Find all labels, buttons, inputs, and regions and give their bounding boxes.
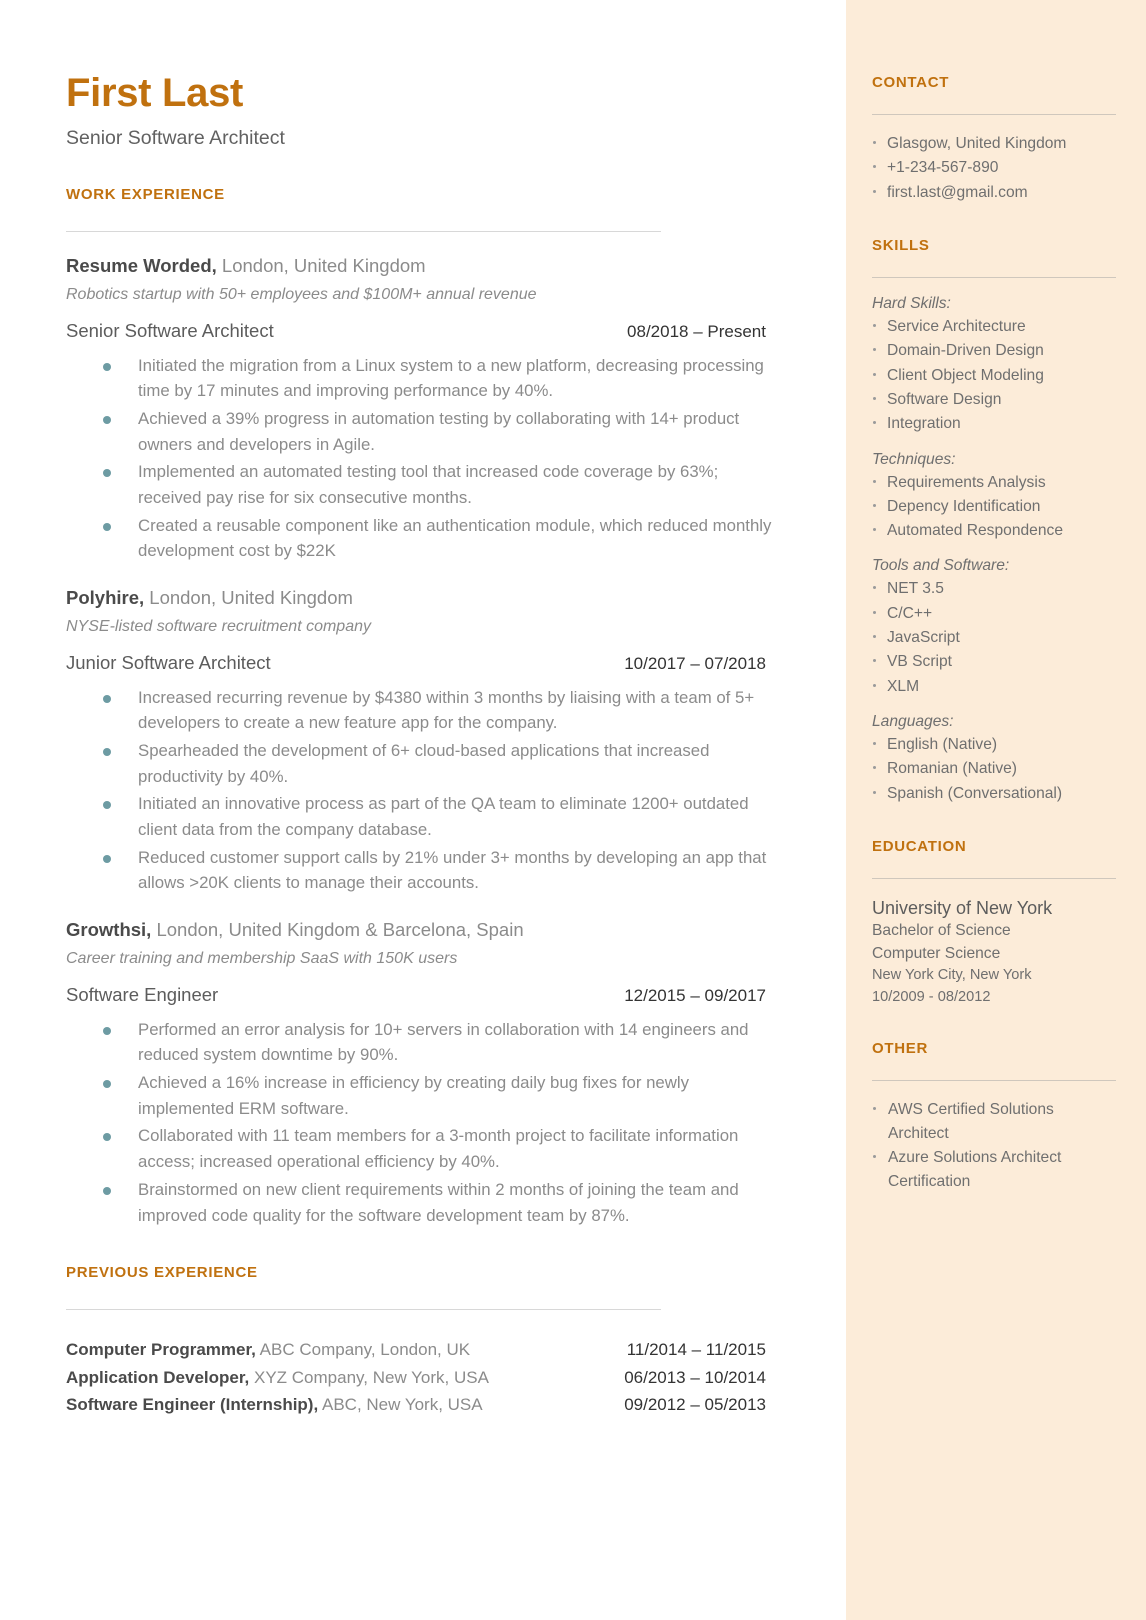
skills-list	[872, 295, 1116, 806]
job-title-row	[66, 320, 766, 342]
skill-item	[872, 675, 1116, 699]
skill-item	[872, 471, 1116, 495]
job-bullet	[66, 845, 788, 896]
bullet-dot-icon	[873, 190, 876, 193]
section-heading-work-experience: WORK EXPERIENCE	[66, 186, 225, 203]
bullet-dot-icon	[873, 1107, 876, 1110]
skill-item	[872, 412, 1116, 436]
bullet-dot-icon	[873, 324, 876, 327]
job-bullet-text: Implemented an automated testing tool that increased code coverage by 63%; received pay rise for six consecutive months.	[138, 462, 719, 507]
skill-item	[872, 315, 1116, 339]
sidebar-divider	[872, 878, 1116, 879]
job-bullet-text: Created a reusable component like an authentication module, which reduced monthly development cost by $22K	[138, 515, 772, 561]
previous-experience-title: Software Engineer (Internship),	[66, 1395, 319, 1415]
bullet-dot-icon	[103, 1080, 111, 1088]
job-bullet-text: Performed an error analysis for 10+ servers in collaboration with 14 engineers and reduced system downtime by 90%.	[138, 1019, 749, 1065]
sidebar-divider	[872, 277, 1116, 278]
section-divider	[66, 1309, 661, 1310]
job-bullet	[66, 1017, 788, 1068]
contact-item	[872, 132, 1116, 156]
previous-experience-detail: ABC, New York, USA	[318, 1395, 483, 1415]
bullet-dot-icon	[873, 1155, 876, 1158]
bullet-dot-icon	[873, 635, 876, 638]
job-bullet-list	[66, 685, 788, 897]
previous-experience-detail: ABC Company, London, UK	[255, 1340, 471, 1360]
skill-item-text: Spanish (Conversational)	[887, 784, 1063, 802]
skill-item-text: Client Object Modeling	[887, 366, 1044, 384]
bullet-dot-icon	[873, 742, 876, 745]
bullet-dot-icon	[103, 523, 111, 531]
sidebar-heading-education: EDUCATION	[872, 837, 967, 855]
skill-item	[872, 782, 1116, 806]
bullet-dot-icon	[873, 766, 876, 769]
bullet-dot-icon	[873, 586, 876, 589]
contact-item	[872, 181, 1116, 205]
skill-item-text: English (Native)	[887, 736, 998, 753]
skill-category-list	[872, 577, 1116, 699]
job-bullet	[66, 1177, 788, 1228]
job-bullet-text: Initiated an innovative process as part of the QA team to eliminate 1200+ outdated client data from the company database.	[138, 794, 749, 840]
education-school: University of New York	[872, 897, 1053, 918]
previous-experience-label	[66, 1364, 489, 1392]
bullet-dot-icon	[103, 855, 111, 863]
other-item	[872, 1146, 1116, 1194]
job-bullet-text: Brainstormed on new client requirements within 2 months of joining the team and improved code quality for the software development team by 87%.	[138, 1179, 739, 1225]
skill-item-text: NET 3.5	[887, 580, 944, 598]
job-bullet-list	[66, 353, 788, 565]
bullet-dot-icon	[873, 141, 876, 144]
job-company-name: Resume Worded,	[66, 255, 217, 276]
job-dates: 10/2017 – 07/2018	[624, 653, 766, 673]
bullet-dot-icon	[873, 684, 876, 687]
job-company-location: London, United Kingdom	[144, 587, 353, 609]
bullet-dot-icon	[103, 363, 111, 371]
job-bullet-text: Reduced customer support calls by 21% under 3+ months by developing an app that allows >20K clients to manage their accounts.	[138, 847, 767, 893]
bullet-dot-icon	[103, 801, 111, 809]
education-dates: 10/2009 - 08/2012	[872, 988, 991, 1005]
previous-experience-dates: 06/2013 – 10/2014	[624, 1367, 766, 1387]
skill-category-label: Languages:	[872, 713, 954, 730]
section-heading-previous-experience: PREVIOUS EXPERIENCE	[66, 1264, 258, 1282]
education-location: New York City, New York	[872, 967, 1032, 984]
skill-category-list	[872, 315, 1116, 437]
bullet-dot-icon	[873, 373, 876, 376]
job-dates: 08/2018 – Present	[627, 321, 766, 341]
bullet-dot-icon	[873, 348, 876, 351]
education-degree: Bachelor of Science	[872, 922, 1011, 940]
job-company-description: NYSE-listed software recruitment company	[66, 618, 371, 636]
previous-experience-row	[66, 1391, 766, 1419]
skill-item-text: Domain-Driven Design	[887, 342, 1044, 360]
previous-experience-list	[66, 1336, 788, 1419]
job-company-location: London, United Kingdom & Barcelona, Spain	[151, 919, 524, 941]
bullet-dot-icon	[103, 469, 111, 477]
skill-category-label: Tools and Software:	[872, 557, 1010, 575]
skill-item-text: XLM	[887, 677, 920, 695]
bullet-dot-icon	[873, 480, 876, 483]
sidebar-heading-contact: CONTACT	[872, 74, 950, 91]
job-title-row	[66, 652, 766, 674]
bullet-dot-icon	[103, 416, 111, 424]
previous-experience-title: Computer Programmer,	[66, 1340, 256, 1360]
candidate-name: First Last	[66, 71, 244, 115]
skill-item-text: JavaScript	[887, 629, 960, 647]
previous-experience-dates: 11/2014 – 11/2015	[626, 1340, 766, 1360]
skill-item-text: Romanian (Native)	[887, 760, 1017, 778]
skill-item	[872, 626, 1116, 650]
skill-item-text: VB Script	[887, 653, 952, 671]
previous-experience-row	[66, 1336, 766, 1364]
other-list	[872, 1098, 1116, 1195]
job-entry	[66, 586, 788, 896]
candidate-headline: Senior Software Architect	[66, 127, 285, 149]
skill-item	[872, 757, 1116, 781]
sidebar-heading-other: OTHER	[872, 1039, 928, 1057]
job-bullet-text: Collaborated with 11 team members for a 3-month project to facilitate information access; increased operational efficiency by 40%.	[138, 1126, 739, 1172]
previous-experience-detail: XYZ Company, New York, USA	[249, 1367, 489, 1387]
skill-item-text: C/C++	[887, 604, 933, 622]
sidebar-divider	[872, 114, 1116, 115]
job-company-description: Career training and membership SaaS with 150K users	[66, 950, 458, 968]
job-bullet	[66, 791, 788, 842]
contact-item	[872, 156, 1116, 180]
job-company	[66, 918, 788, 943]
bullet-dot-icon	[103, 748, 111, 756]
contact-item-text: Glasgow, United Kingdom	[887, 135, 1067, 152]
job-company-location: London, United Kingdom	[216, 255, 426, 276]
bullet-dot-icon	[103, 1027, 111, 1035]
job-company	[66, 586, 788, 611]
skill-item-text: Depency Identification	[887, 497, 1041, 515]
job-bullet	[66, 738, 788, 789]
job-bullet	[66, 353, 788, 404]
job-bullet	[66, 513, 788, 564]
bullet-dot-icon	[873, 421, 876, 424]
other-item	[872, 1098, 1116, 1146]
contact-item-text: first.last@gmail.com	[887, 183, 1028, 201]
previous-experience-title: Application Developer,	[66, 1367, 250, 1387]
skill-item-text: Service Architecture	[887, 317, 1026, 335]
bullet-dot-icon	[103, 1187, 111, 1195]
job-title: Junior Software Architect	[66, 651, 271, 673]
job-bullet	[66, 459, 788, 510]
bullet-dot-icon	[103, 695, 111, 703]
skill-item-text: Requirements Analysis	[887, 473, 1046, 491]
job-company-name: Growthsi,	[66, 919, 152, 941]
skill-item	[872, 577, 1116, 601]
sidebar-divider	[872, 1080, 1116, 1081]
bullet-dot-icon	[873, 504, 876, 507]
job-bullet	[66, 685, 788, 736]
job-bullet-text: Spearheaded the development of 6+ cloud-based applications that increased productivity by 40%.	[138, 741, 710, 786]
skill-item	[872, 519, 1116, 543]
job-bullet-text: Increased recurring revenue by $4380 within 3 months by liaising with a team of 5+ developers to create a new feature app for the company.	[138, 687, 755, 733]
skill-category-label: Hard Skills:	[872, 294, 951, 312]
skill-item	[872, 364, 1116, 388]
job-bullet	[66, 406, 788, 457]
work-experience-list	[66, 254, 788, 1228]
skill-item	[872, 388, 1116, 412]
previous-experience-dates: 09/2012 – 05/2013	[624, 1395, 766, 1415]
skill-item-text: Software Design	[887, 390, 1002, 408]
education-field: Computer Science	[872, 944, 1001, 962]
skill-item	[872, 733, 1116, 757]
job-title-row	[66, 984, 766, 1006]
contact-list	[872, 132, 1116, 205]
skill-category-label: Techniques:	[872, 450, 956, 468]
job-company-description: Robotics startup with 50+ employees and $100M+ annual revenue	[66, 285, 537, 303]
job-bullet	[66, 1070, 788, 1121]
bullet-dot-icon	[873, 165, 876, 168]
bullet-dot-icon	[873, 528, 876, 531]
skill-item-text: Integration	[887, 415, 961, 433]
skill-item	[872, 650, 1116, 674]
skill-item	[872, 602, 1116, 626]
job-bullet-text: Initiated the migration from a Linux system to a new platform, decreasing processing time by 17 minutes and improving performance by 40%.	[138, 355, 764, 401]
job-title: Senior Software Architect	[66, 319, 274, 341]
previous-experience-label	[66, 1391, 483, 1419]
sidebar-heading-skills: SKILLS	[872, 236, 930, 254]
previous-experience-label	[66, 1336, 470, 1364]
skill-category-list	[872, 471, 1116, 544]
job-bullet-text: Achieved a 16% increase in efficiency by creating daily bug fixes for newly implemented ERM software.	[138, 1073, 689, 1118]
section-divider	[66, 231, 661, 232]
job-bullet-list	[66, 1017, 788, 1229]
job-company-name: Polyhire,	[66, 587, 145, 609]
job-bullet	[66, 1123, 788, 1174]
job-title: Software Engineer	[66, 983, 219, 1005]
job-entry	[66, 918, 788, 1228]
other-item-text: Azure Solutions Architect Certification	[888, 1149, 1062, 1191]
job-dates: 12/2015 – 09/2017	[624, 985, 766, 1005]
skill-item	[872, 495, 1116, 519]
bullet-dot-icon	[873, 397, 876, 400]
job-company	[66, 254, 788, 279]
bullet-dot-icon	[103, 1133, 111, 1141]
contact-item-text: +1-234-567-890	[887, 159, 999, 177]
skill-item-text: Automated Respondence	[887, 522, 1063, 540]
job-entry	[66, 254, 788, 564]
other-item-text: AWS Certified Solutions Architect	[888, 1100, 1054, 1142]
sidebar	[846, 0, 1146, 1620]
previous-experience-row	[66, 1364, 766, 1392]
bullet-dot-icon	[873, 611, 876, 614]
bullet-dot-icon	[873, 659, 876, 662]
job-bullet-text: Achieved a 39% progress in automation testing by collaborating with 14+ product owners and developers in Agile.	[138, 408, 740, 454]
bullet-dot-icon	[873, 791, 876, 794]
skill-category-list	[872, 733, 1116, 806]
skill-item	[872, 339, 1116, 363]
